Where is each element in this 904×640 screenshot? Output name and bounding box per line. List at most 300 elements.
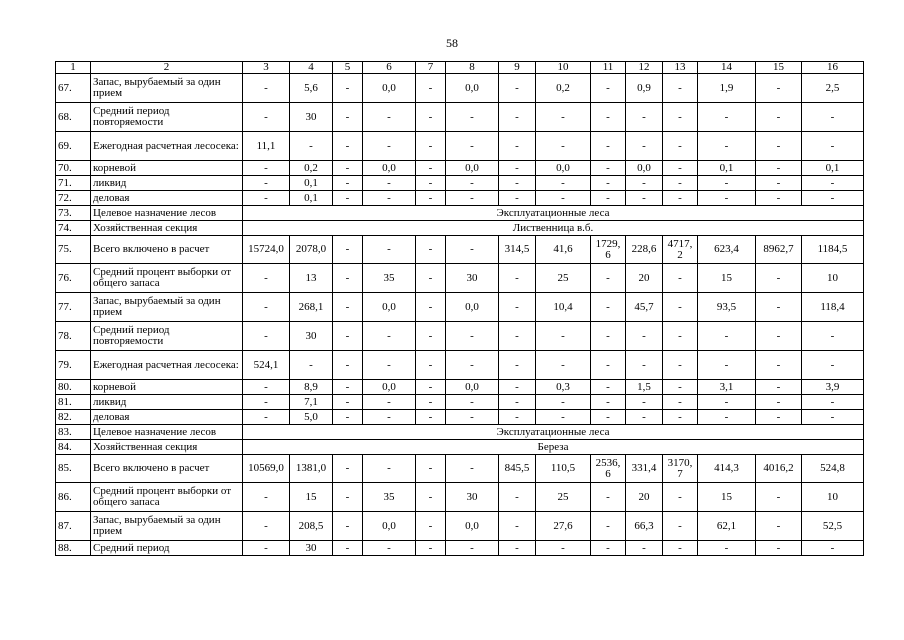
column-header: 10 (536, 62, 591, 74)
table-cell: - (243, 161, 290, 176)
table-cell: - (663, 176, 698, 191)
table-cell: - (626, 103, 663, 132)
table-cell: 228,6 (626, 236, 663, 264)
table-cell: - (663, 483, 698, 512)
table-cell: 0,1 (290, 191, 333, 206)
table-cell: - (446, 395, 499, 410)
table-cell: - (591, 395, 626, 410)
row-label: Целевое назначение лесов (91, 425, 243, 440)
row-number: 71. (56, 176, 91, 191)
table-cell: - (499, 264, 536, 293)
table-row (56, 455, 864, 483)
table-cell: 0,0 (536, 161, 591, 176)
table-cell: - (243, 293, 290, 322)
table-cell: - (698, 541, 756, 556)
row-label: Всего включено в расчет (91, 455, 243, 483)
table-cell: - (499, 191, 536, 206)
table-cell: - (446, 103, 499, 132)
table-cell: - (663, 380, 698, 395)
table-cell: - (446, 322, 499, 351)
table-cell: - (626, 322, 663, 351)
table-cell: 0,0 (363, 512, 416, 541)
table-row (56, 293, 864, 322)
table-cell: - (802, 410, 864, 425)
table-row (56, 483, 864, 512)
table-cell: 524,8 (802, 455, 864, 483)
table-cell: - (663, 74, 698, 103)
table-cell: - (333, 455, 363, 483)
table-cell: 30 (290, 322, 333, 351)
table-cell: 0,0 (446, 74, 499, 103)
table-cell: 0,0 (446, 380, 499, 395)
table-cell: 208,5 (290, 512, 333, 541)
table-cell: - (333, 380, 363, 395)
column-header: 4 (290, 62, 333, 74)
column-header: 6 (363, 62, 416, 74)
table-cell: - (416, 176, 446, 191)
table-cell: 0,1 (290, 176, 333, 191)
row-label: Средний период (91, 541, 243, 556)
table-row (56, 221, 864, 236)
table-cell: - (243, 74, 290, 103)
table-cell: - (416, 293, 446, 322)
table-row (56, 191, 864, 206)
table-cell: 30 (446, 483, 499, 512)
row-number: 86. (56, 483, 91, 512)
table-cell: - (756, 74, 802, 103)
row-number: 67. (56, 74, 91, 103)
table-cell: - (626, 191, 663, 206)
table-cell: - (290, 351, 333, 380)
table-cell: - (416, 455, 446, 483)
table-cell: - (626, 176, 663, 191)
table-cell: - (536, 103, 591, 132)
row-label: деловая (91, 191, 243, 206)
table-cell: 8,9 (290, 380, 333, 395)
row-label: Средний период повторяемости (91, 103, 243, 132)
row-label: Хозяйственная секция (91, 221, 243, 236)
table-cell: - (363, 322, 416, 351)
table-row (56, 103, 864, 132)
table-cell: - (802, 176, 864, 191)
table-cell: 5,0 (290, 410, 333, 425)
table-cell: - (363, 176, 416, 191)
table-cell: 524,1 (243, 351, 290, 380)
table-cell: - (591, 512, 626, 541)
table-cell: 11,1 (243, 132, 290, 161)
table-cell: - (333, 176, 363, 191)
column-header: 3 (243, 62, 290, 74)
table-cell: 0,3 (536, 380, 591, 395)
table-cell: - (698, 322, 756, 351)
table-cell: 62,1 (698, 512, 756, 541)
table-row (56, 425, 864, 440)
table-cell: - (663, 293, 698, 322)
table-row (56, 161, 864, 176)
table-cell: - (698, 395, 756, 410)
table-cell: - (591, 161, 626, 176)
row-number: 81. (56, 395, 91, 410)
table-cell: - (663, 351, 698, 380)
table-cell: - (756, 512, 802, 541)
table-cell: - (416, 410, 446, 425)
table-cell: - (698, 191, 756, 206)
table-row (56, 206, 864, 221)
table-cell: 10 (802, 483, 864, 512)
table-cell: - (446, 191, 499, 206)
table-cell: - (591, 103, 626, 132)
table-cell: - (333, 395, 363, 410)
table-cell: - (363, 132, 416, 161)
table-cell: 0,2 (536, 74, 591, 103)
table-cell: 0,9 (626, 74, 663, 103)
table-row (56, 541, 864, 556)
row-label: Средний процент выборки от общего запаса (91, 483, 243, 512)
table-row (56, 132, 864, 161)
table-cell: - (446, 132, 499, 161)
table-cell: - (333, 293, 363, 322)
table-cell: - (446, 410, 499, 425)
table-cell: 7,1 (290, 395, 333, 410)
table-cell: 1,9 (698, 74, 756, 103)
table-cell: 66,3 (626, 512, 663, 541)
table-cell: 45,7 (626, 293, 663, 322)
table-cell: - (663, 161, 698, 176)
table-cell: - (243, 395, 290, 410)
table-cell: 35 (363, 264, 416, 293)
table-cell: - (663, 264, 698, 293)
table-cell: - (756, 264, 802, 293)
table-cell: 10569,0 (243, 455, 290, 483)
table-cell: - (416, 483, 446, 512)
row-number: 87. (56, 512, 91, 541)
table-cell: - (591, 541, 626, 556)
table-cell: - (591, 410, 626, 425)
page-number: 58 (446, 36, 458, 50)
table-cell: - (756, 380, 802, 395)
table-cell: - (499, 74, 536, 103)
row-label: деловая (91, 410, 243, 425)
row-label: корневой (91, 161, 243, 176)
column-header: 1 (56, 62, 91, 74)
row-number: 69. (56, 132, 91, 161)
table-cell: - (591, 74, 626, 103)
table-cell: - (756, 176, 802, 191)
table-cell: 35 (363, 483, 416, 512)
table-cell: - (363, 395, 416, 410)
table-cell: 1381,0 (290, 455, 333, 483)
table-cell: - (499, 351, 536, 380)
table-cell: 623,4 (698, 236, 756, 264)
row-number: 85. (56, 455, 91, 483)
table-cell: - (626, 541, 663, 556)
table-cell: - (499, 293, 536, 322)
table-cell: - (663, 395, 698, 410)
table-cell: 0,0 (363, 293, 416, 322)
table-cell: 0,1 (802, 161, 864, 176)
table-cell: - (536, 191, 591, 206)
table-cell: - (446, 176, 499, 191)
table-cell: - (698, 103, 756, 132)
table-cell: 0,0 (626, 161, 663, 176)
table-cell: 3,9 (802, 380, 864, 395)
table-row (56, 236, 864, 264)
table-cell: - (416, 74, 446, 103)
table-cell: - (698, 132, 756, 161)
table-cell: 118,4 (802, 293, 864, 322)
table-cell: 30 (446, 264, 499, 293)
table-cell: 15724,0 (243, 236, 290, 264)
table-cell: 27,6 (536, 512, 591, 541)
table-cell: - (756, 395, 802, 410)
section-value: Береза (243, 440, 864, 455)
table-cell: - (626, 351, 663, 380)
table-row (56, 322, 864, 351)
table-cell: - (363, 236, 416, 264)
table-cell: 8962,7 (756, 236, 802, 264)
table-cell: - (591, 380, 626, 395)
table-cell: 0,0 (363, 380, 416, 395)
table-cell: - (536, 351, 591, 380)
row-number: 78. (56, 322, 91, 351)
table-cell: - (663, 322, 698, 351)
table-cell: - (802, 191, 864, 206)
table-cell: - (446, 541, 499, 556)
table-cell: 0,0 (363, 161, 416, 176)
table-cell: 1,5 (626, 380, 663, 395)
table-cell: - (333, 410, 363, 425)
table-cell: - (802, 351, 864, 380)
table-row (56, 512, 864, 541)
table-cell: - (333, 191, 363, 206)
table-cell: - (663, 132, 698, 161)
table-row (56, 440, 864, 455)
table-cell: - (363, 191, 416, 206)
table-row (56, 176, 864, 191)
table-cell: 15 (290, 483, 333, 512)
table-cell: 3,1 (698, 380, 756, 395)
row-label: Средний процент выборки от общего запаса (91, 264, 243, 293)
table-cell: - (499, 512, 536, 541)
table-cell: - (416, 132, 446, 161)
section-value: Эксплуатационные леса (243, 206, 864, 221)
table-cell: - (290, 132, 333, 161)
table-cell: - (499, 410, 536, 425)
table-cell: - (756, 483, 802, 512)
table-row (56, 380, 864, 395)
column-header: 8 (446, 62, 499, 74)
table-cell: 3170,7 (663, 455, 698, 483)
table-cell: - (499, 132, 536, 161)
row-number: 88. (56, 541, 91, 556)
table-row (56, 264, 864, 293)
table-cell: 2,5 (802, 74, 864, 103)
table-cell: - (363, 541, 416, 556)
table-cell: - (499, 395, 536, 410)
table-cell: 1184,5 (802, 236, 864, 264)
table-cell: - (663, 103, 698, 132)
column-header: 14 (698, 62, 756, 74)
table-cell: - (756, 541, 802, 556)
row-number: 70. (56, 161, 91, 176)
header-row (56, 62, 864, 74)
table-cell: - (243, 322, 290, 351)
table-row (56, 395, 864, 410)
table-cell: - (756, 410, 802, 425)
table-cell: 15 (698, 483, 756, 512)
table-cell: - (591, 483, 626, 512)
table-cell: - (416, 541, 446, 556)
table-cell: 15 (698, 264, 756, 293)
table-cell: 110,5 (536, 455, 591, 483)
table-row (56, 351, 864, 380)
table-cell: - (626, 410, 663, 425)
table-cell: - (756, 132, 802, 161)
row-number: 80. (56, 380, 91, 395)
row-label: Хозяйственная секция (91, 440, 243, 455)
table-cell: - (499, 483, 536, 512)
table-cell: - (756, 161, 802, 176)
column-header: 12 (626, 62, 663, 74)
row-label: Запас, вырубаемый за один прием (91, 512, 243, 541)
table-cell: - (333, 161, 363, 176)
table-cell: - (243, 483, 290, 512)
table-cell: 414,3 (698, 455, 756, 483)
table-cell: - (446, 236, 499, 264)
table-cell: 20 (626, 264, 663, 293)
row-label: корневой (91, 380, 243, 395)
table-cell: - (499, 176, 536, 191)
table-cell: - (333, 132, 363, 161)
column-header: 13 (663, 62, 698, 74)
column-header: 15 (756, 62, 802, 74)
table-cell: - (333, 322, 363, 351)
row-number: 73. (56, 206, 91, 221)
row-number: 83. (56, 425, 91, 440)
table-cell: - (591, 322, 626, 351)
table-cell: - (499, 161, 536, 176)
table-cell: - (756, 293, 802, 322)
section-value: Эксплуатационные леса (243, 425, 864, 440)
table-cell: 0,2 (290, 161, 333, 176)
row-label: Ежегодная расчетная лесосека: (91, 132, 243, 161)
table-cell: - (756, 191, 802, 206)
table-cell: - (626, 395, 663, 410)
table-cell: - (663, 541, 698, 556)
table-cell: - (756, 103, 802, 132)
table-cell: - (333, 264, 363, 293)
row-label: Средний период повторяемости (91, 322, 243, 351)
table-cell: - (416, 322, 446, 351)
table-cell: - (333, 541, 363, 556)
table-cell: 0,1 (698, 161, 756, 176)
table-cell: 20 (626, 483, 663, 512)
row-number: 84. (56, 440, 91, 455)
table-cell: - (591, 351, 626, 380)
table-cell: - (591, 132, 626, 161)
table-cell: - (333, 236, 363, 264)
table-cell: - (416, 395, 446, 410)
column-header: 16 (802, 62, 864, 74)
table-cell: 1729,6 (591, 236, 626, 264)
table-cell: - (446, 455, 499, 483)
row-number: 82. (56, 410, 91, 425)
table-cell: 30 (290, 103, 333, 132)
table-cell: 52,5 (802, 512, 864, 541)
table-cell: - (243, 103, 290, 132)
table-cell: - (333, 103, 363, 132)
table-cell: - (591, 264, 626, 293)
table-cell: - (363, 103, 416, 132)
table-cell: - (243, 191, 290, 206)
table-cell: - (416, 264, 446, 293)
table-cell: - (243, 541, 290, 556)
table-cell: - (333, 512, 363, 541)
table-cell: - (243, 264, 290, 293)
row-label: ликвид (91, 395, 243, 410)
table-row (56, 74, 864, 103)
table-cell: - (499, 103, 536, 132)
row-number: 74. (56, 221, 91, 236)
forest-table (55, 61, 864, 556)
table-cell: 25 (536, 483, 591, 512)
table-cell: - (416, 103, 446, 132)
table-cell: - (416, 351, 446, 380)
table-cell: - (802, 132, 864, 161)
table-cell: - (416, 161, 446, 176)
table-cell: 10,4 (536, 293, 591, 322)
table-cell: - (499, 322, 536, 351)
table-cell: 331,4 (626, 455, 663, 483)
table-row (56, 410, 864, 425)
table-cell: 0,0 (446, 512, 499, 541)
table-cell: - (416, 191, 446, 206)
row-number: 76. (56, 264, 91, 293)
column-header: 7 (416, 62, 446, 74)
column-header: 9 (499, 62, 536, 74)
table-cell: - (536, 176, 591, 191)
table-cell: - (416, 236, 446, 264)
table-cell: 5,6 (290, 74, 333, 103)
table-cell: - (243, 512, 290, 541)
table-cell: - (499, 380, 536, 395)
table-cell: - (333, 351, 363, 380)
table-cell: 0,0 (446, 161, 499, 176)
table-cell: - (416, 512, 446, 541)
row-number: 68. (56, 103, 91, 132)
table-cell: - (698, 176, 756, 191)
row-number: 79. (56, 351, 91, 380)
table-cell: - (363, 351, 416, 380)
table-cell: - (243, 176, 290, 191)
table-cell: - (536, 322, 591, 351)
column-header: 2 (91, 62, 243, 74)
table-cell: 0,0 (446, 293, 499, 322)
table-cell: - (499, 541, 536, 556)
table-cell: - (333, 74, 363, 103)
table-cell: - (591, 176, 626, 191)
table-cell: 2536,6 (591, 455, 626, 483)
row-number: 75. (56, 236, 91, 264)
table-cell: 2078,0 (290, 236, 333, 264)
table-cell: 93,5 (698, 293, 756, 322)
table-cell: 845,5 (499, 455, 536, 483)
table-cell: - (802, 395, 864, 410)
column-header: 5 (333, 62, 363, 74)
table-cell: 0,0 (363, 74, 416, 103)
table-cell: 10 (802, 264, 864, 293)
table-cell: - (536, 410, 591, 425)
